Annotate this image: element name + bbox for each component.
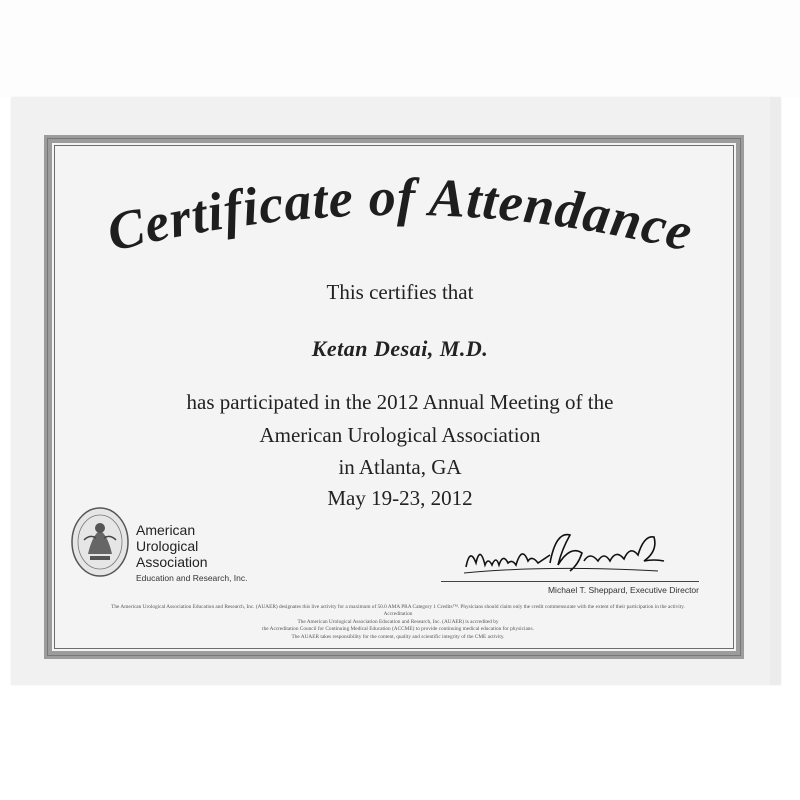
recipient-name: Ketan Desai, M.D. — [311, 336, 489, 361]
location-line: in Atlanta, GA — [338, 455, 462, 479]
svg-text:Certificate of Attendance — [101, 167, 698, 263]
certifies-text: This certifies that — [326, 280, 474, 304]
participation-line: has participated in the 2012 Annual Meeting of the — [186, 390, 614, 414]
fine-print-accreditation-1: The American Urological Association Education and Research, Inc. (AUAER) is accredited by — [297, 619, 499, 625]
date-line: May 19-23, 2012 — [327, 486, 473, 510]
organization-line: American Urological Association — [259, 423, 541, 447]
certificate-title-text: Certificate of Attendance — [101, 166, 699, 263]
org-name-line-1: American — [136, 522, 196, 538]
fine-print-accreditation-2: the Accreditation Council for Continuing Medical Education (ACCME) to provide continuing medical education for physicians. — [262, 626, 534, 632]
certificate-title — [60, 150, 740, 270]
signature-line — [441, 581, 699, 582]
org-name-line-3: Association — [136, 554, 208, 570]
fine-print-responsibility: The AUAER takes responsibility for the content, quality and scientific integrity of the CME activity. — [291, 634, 505, 640]
organization-logo-text — [136, 522, 208, 570]
signature-image — [458, 525, 668, 580]
fine-print-credit: The American Urological Association Education and Research, Inc. (AUAER) designates this live activity for a maximum of 50.0 AMA PRA Category 1 Credits™. Physicians should claim only the credit commensurate with the extent of their participation in the activity. — [111, 604, 685, 610]
fine-print-heading: Accreditation — [383, 611, 413, 617]
association-seal-icon — [70, 506, 130, 578]
signer-name: Michael T. Sheppard, Executive Director — [547, 585, 699, 595]
org-subtitle: Education and Research, Inc. — [136, 573, 248, 583]
org-name-line-2: Urological — [136, 538, 199, 554]
scan-background — [0, 0, 800, 97]
